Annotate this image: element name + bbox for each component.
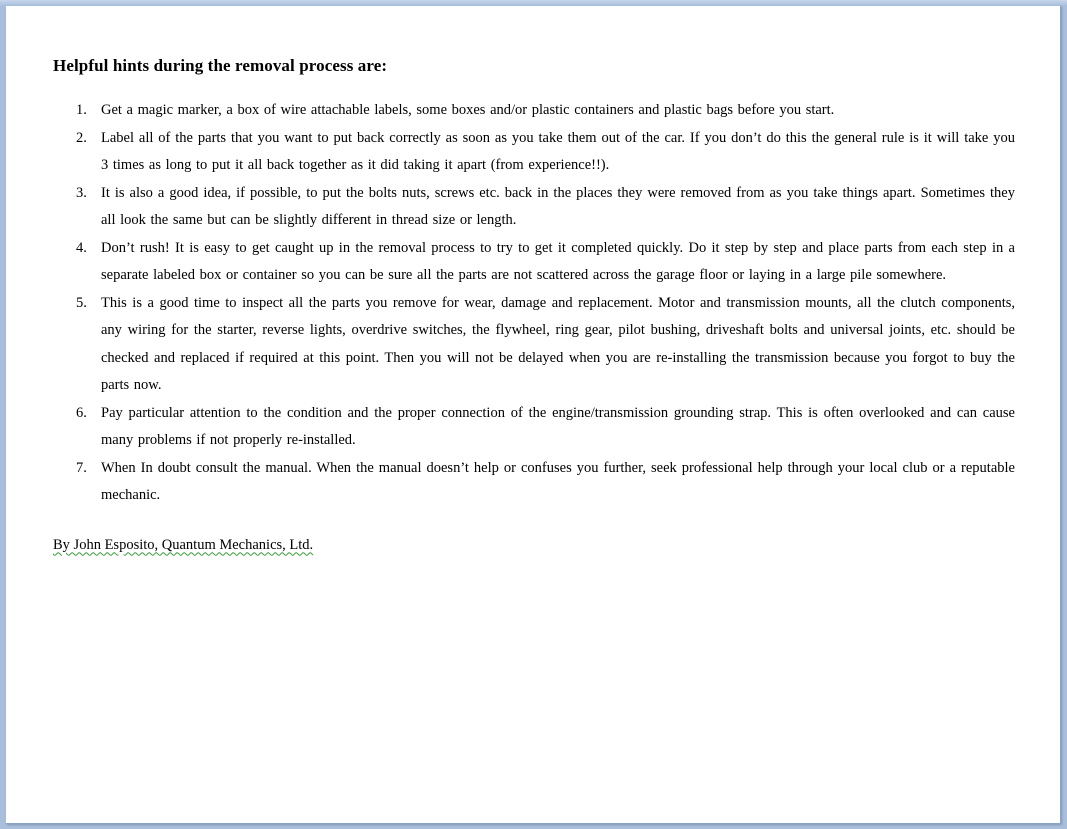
- list-item-text: Don’t rush! It is easy to get caught up in the removal process to try to get it completed quickly. Do it step by step and place parts from each step in a separate labeled box or container so you can be sure all the parts are not scattered across the garage floor or laying in a large pile somewhere.: [101, 239, 1015, 283]
- list-item-number: 5.: [76, 294, 87, 311]
- list-item-number: 4.: [76, 239, 87, 256]
- document-page[interactable]: [6, 6, 1061, 824]
- document-heading: Helpful hints during the removal process are:: [53, 56, 388, 75]
- list-item-number: 7.: [76, 459, 87, 476]
- list-item-number: 3.: [76, 184, 87, 201]
- list-item-text: Pay particular attention to the condition and the proper connection of the engine/transmission grounding strap. This is often overlooked and can cause many problems if not properly re-installed.: [101, 404, 1015, 448]
- list-item-number: 1.: [76, 102, 87, 118]
- author-byline: By John Esposito, Quantum Mechanics, Ltd.: [53, 536, 314, 553]
- document-body: [53, 55, 1015, 556]
- list-item-text: Label all of the parts that you want to put back correctly as soon as you take them out of the car. If you don’t do this the general rule is it will take you 3 times as long to put it all back together as it did taking it apart (from experience!!).: [101, 129, 1015, 173]
- list-item: [53, 290, 1015, 400]
- list-item: [53, 97, 1015, 125]
- list-item-number: 2.: [76, 129, 87, 146]
- list-item-text: It is also a good idea, if possible, to put the bolts nuts, screws etc. back in the places they were removed from as you take things apart. Sometimes they all look the same but can be slightly different in thread size or length.: [101, 184, 1015, 228]
- list-item: [53, 455, 1015, 510]
- list-item: [53, 235, 1015, 290]
- list-item: [53, 125, 1015, 180]
- list-item: [53, 400, 1015, 455]
- list-item-text: Get a magic marker, a box of wire attachable labels, some boxes and/or plastic containers and plastic bags before you start.: [101, 102, 835, 118]
- list-item: [53, 180, 1015, 235]
- hints-list: [53, 97, 1015, 510]
- list-item-number: 6.: [76, 404, 87, 421]
- list-item-text: When In doubt consult the manual. When the manual doesn’t help or confuses you further, seek professional help through your local club or a reputable mechanic.: [101, 459, 1015, 503]
- list-item-text: This is a good time to inspect all the parts you remove for wear, damage and replacement. Motor and transmission mounts, all the clutch components, any wiring for the starter, reverse lights, overdrive switches, the flywheel, ring gear, pilot bushing, driveshaft bolts and universal joints, etc. should be checked and replaced if required at this point. Then you will not be delayed when you are re-installing the transmission because you forgot to buy the parts now.: [101, 294, 1015, 393]
